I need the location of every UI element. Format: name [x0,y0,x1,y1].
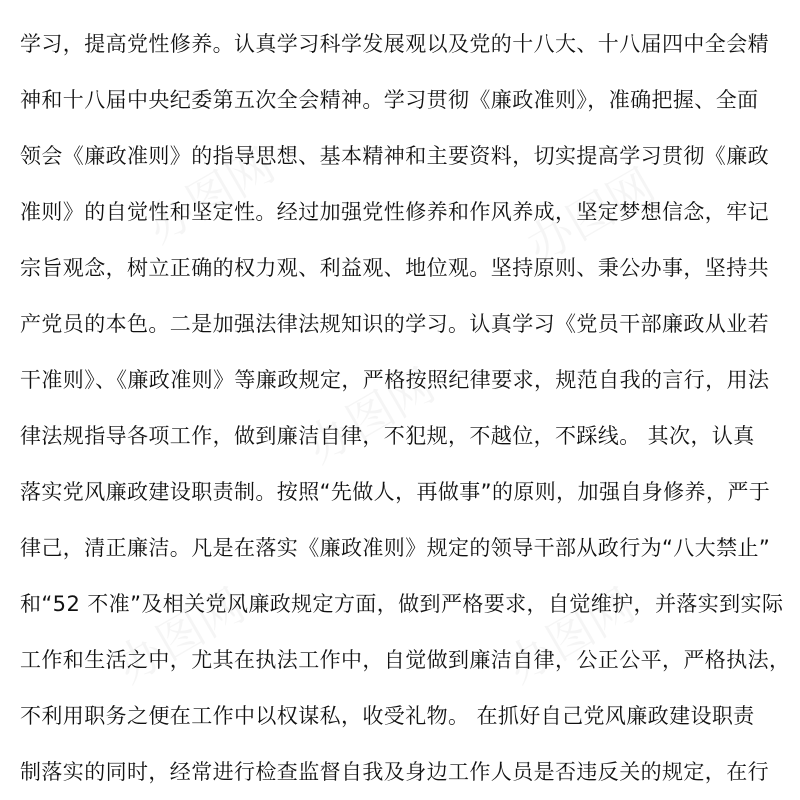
text-line: 干准则》、《廉政准则》等廉政规定，严格按照纪律要求，规范自我的言行，用法 [20,368,770,392]
text-line: 学习，提高党性修养。认真学习科学发展观以及党的十八大、十八届四中全会精 [20,32,769,56]
text-line: 领会《廉政准则》的指导思想、基本精神和主要资料，切实提高学习贯彻《廉政 [20,144,769,168]
text-line: 神和十八届中央纪委第五次全会精神。学习贯彻《廉政准则》，准确把握、全面 [20,88,759,112]
text-line: 律己，清正廉洁。凡是在落实《廉政准则》规定的领导干部从政行为“八大禁止” [20,536,771,560]
text-line: 不利用职务之便在工作中以权谋私，收受礼物。 在抓好自己党风廉政建设职责 [20,704,755,728]
text-line: 制落实的同时，经常进行检查监督自我及身边工作人员是否违反关的规定，在行 [20,760,769,784]
text-line: 落实党风廉政建设职责制。按照“先做人，再做事”的原则，加强自身修养，严于 [20,480,771,504]
text-line: 和“52 不准”及相关党风廉政规定方面，做到严格要求，自觉维护，并落实到实际 [20,592,784,616]
text-line: 产党员的本色。二是加强法律法规知识的学习。认真学习《党员干部廉政从业若 [20,312,769,336]
text-line: 宗旨观念，树立正确的权力观、利益观、地位观。坚持原则、秉公办事，坚持共 [20,256,769,280]
text-line: 工作和生活之中，尤其在执法工作中，自觉做到廉洁自律，公正公平，严格执法， [20,648,791,672]
text-line: 准则》的自觉性和坚定性。经过加强党性修养和作风养成，坚定梦想信念，牢记 [20,200,769,224]
text-line: 律法规指导各项工作，做到廉洁自律，不犯规，不越位，不踩线。 其次，认真 [20,424,755,448]
